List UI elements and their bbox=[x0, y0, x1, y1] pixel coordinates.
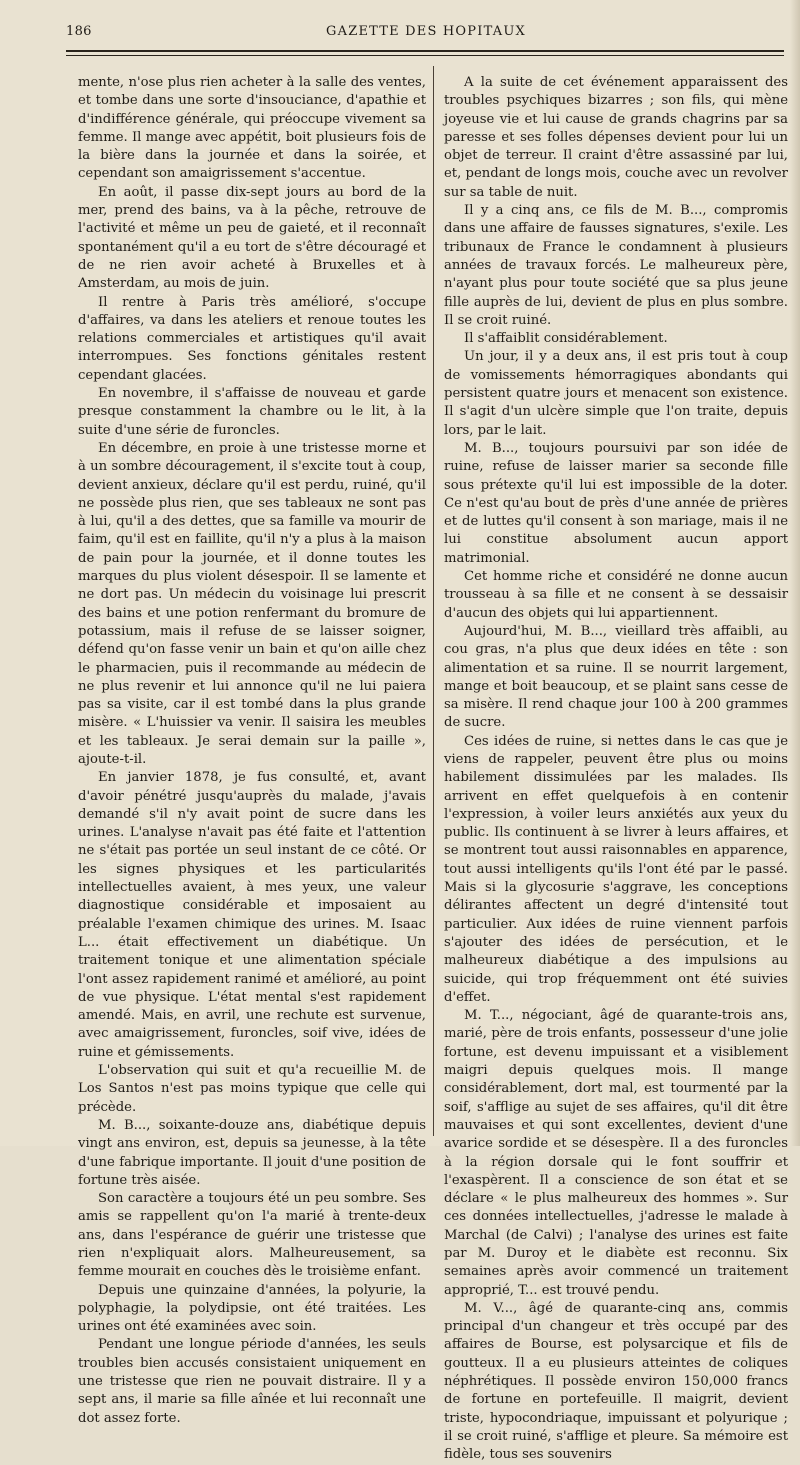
paragraph: En janvier 1878, je fus consulté, et, avant d'avoir pénétré jusqu'auprès du malade, j'avais demandé s'il n'y avait point de sucre dans les urines. L'analyse n'avait pas été faite et l'attention ne s'était pas portée un seul instant de ce côté. Or les signes physiques et les particularités intellectuelles avaient, à mes yeux, une valeur diagnostique considérable et imposaient au préalable l'examen chimique des urines. M. Isaac L... était effectivement un diabétique. Un traitement tonique et une alimentation spéciale l'ont assez rapidement ranimé et amélioré, au point de vue physique. L'état mental s'est rapidement amendé. Mais, en avril, une rechute est survenue, avec amaigrissement, furoncles, soif vive, idées de ruine et gémissements. bbox=[78, 770, 426, 1060]
paragraph: Aujourd'hui, M. B..., vieillard très affaibli, au cou gras, n'a plus que deux idées en tête : son alimentation et sa ruine. Il se nourrit largement, mange et boit beaucoup, et se plaint sans cesse de sa misère. Il rend chaque jour 100 à 200 grammes de sucre. bbox=[444, 623, 788, 731]
paragraph: A la suite de cet événement apparaissent des troubles psychiques bizarres ; son fils, qui mène joyeuse vie et lui cause de grands chagrins par sa paresse et ses folles dépenses devient pour lui un objet de terreur. Il craint d'être assassiné par lui, et, pendant de longs mois, couche avec un revolver sur sa table de nuit. bbox=[444, 75, 788, 200]
paragraph: M. T..., négociant, âgé de quarante-trois ans, marié, père de trois enfants, possesseur d'une jolie fortune, est devenu impuissant et a visiblement maigri depuis quelques mois. Il mange considérablement, dort mal, est tourmenté par la soif, s'afflige au sujet de ses affaires, qu'il dit être mauvaises et qui sont excellentes, devient d'une avarice sordide et se désespère. Il a des furoncles à la région dorsale qui le font souffrir et l'exaspèrent. Il a conscience de son état et se déclare « le plus malheureux des hommes ». Sur ces données intellectuelles, j'adresse le malade à Marchal (de Calvi) ; l'analyse des urines est faite par M. Duroy et le diabète est reconnu. Six semaines après avoir commencé un traitement approprié, T... est trouvé pendu. bbox=[444, 1008, 788, 1298]
paragraph: Un jour, il y a deux ans, il est pris tout à coup de vomissements hémorragiques abondants qui persistent quatre jours et menacent son existence. Il s'agit d'un ulcère simple que l'on traite, depuis lors, par le lait. bbox=[444, 349, 788, 438]
paragraph: L'observation qui suit et qu'a recueillie M. de Los Santos n'est pas moins typique que celle qui précède. bbox=[78, 1063, 426, 1115]
paragraph: mente, n'ose plus rien acheter à la salle des ventes, et tombe dans une sorte d'insouciance, d'apathie et d'indifférence générale, qui préoccupe vivement sa femme. Il mange avec appétit, boit plusieurs fois de la bière dans la journée et dans la soirée, et cependant son amaigrissement s'accentue. bbox=[78, 75, 426, 182]
paragraph: Il s'affaiblit considérablement. bbox=[464, 331, 668, 347]
paragraph: En décembre, en proie à une tristesse morne et à un sombre découragement, il s'excite tout à coup, devient anxieux, déclare qu'il est perdu, ruiné, qu'il ne possède plus rien, que ses tableaux ne sont pas à lui, qu'il a des dettes, que sa famille va mourir de faim, qu'il est en faillite, qu'il n'y a plus à la maison de pain pour la journée, et il donne toutes les marques du plus violent désespoir. Il se lamente et ne dort pas. Un médecin du voisinage lui prescrit des bains et une potion renfermant du bromure de potassium, mais il refuse de se laisser soigner, défend qu'on fasse venir un bain et qu'on aille chez le pharmacien, puis il recommande au médecin de ne plus revenir et lui annonce qu'il ne lui paiera pas sa visite, car il est tombé dans la plus grande misère. « L'huissier va venir. Il saisira les meubles et les tableaux. Je serai demain sur la paille », ajoute-t-il. bbox=[78, 440, 426, 767]
paragraph: Il rentre à Paris très amélioré, s'occupe d'affaires, va dans les ateliers et renoue toutes les relations commerciales et artistiques qu'il avait interrompues. Ses fonctions génitales restent cependant glacées. bbox=[78, 294, 426, 383]
paragraph: Ces idées de ruine, si nettes dans le cas que je viens de rappeler, peuvent être plus ou moins habilement dissimulées par les malades. Ils arrivent en effet quelquefois à en contenir l'expression, à voiler leurs anxiétés aux yeux du public. Ils continuent à se livrer à leurs affaires, et se montrent tout aussi raisonnables en apparence, tout aussi intelligents qu'ils l'ont été par le passé. Mais si la glycosurie s'aggrave, les conceptions délirantes affectent un degré d'intensité tout particulier. Aux idées de ruine viennent parfois s'ajouter des idées de persécution, et le malheureux diabétique a des impulsions au suicide, qui trop fréquemment ont été suivies d'effet. bbox=[444, 733, 788, 1005]
paragraph: M. B..., toujours poursuivi par son idée de ruine, refuse de laisser marier sa seconde fille sous prétexte qu'il lui est impossible de la doter. Ce n'est qu'au bout de près d'une année de prières et de luttes qu'il consent à son mariage, mais il ne lui constitue absolument aucun apport matrimonial. bbox=[444, 440, 788, 566]
paragraph: Pendant une longue période d'années, les seuls troubles bien accusés consistaient uniquement en une tristesse que rien ne pouvait distraire. Il y a sept ans, il marie sa fille aînée et lui reconnaît une dot assez forte. bbox=[78, 1337, 426, 1426]
running-title: GAZETTE DES HOPITAUX bbox=[326, 24, 526, 39]
paragraph: Son caractère a toujours été un peu sombre. Ses amis se rappellent qu'on l'a marié à trente-deux ans, dans l'espérance de guérir une tristesse que rien n'expliquait alors. Malheureusement, sa femme mourait en couches dès le troisième enfant. bbox=[78, 1191, 426, 1280]
paragraph: Depuis une quinzaine d'années, la polyurie, la polyphagie, la polydipsie, ont été traitées. Les urines ont été examinées avec soin. bbox=[78, 1282, 426, 1335]
column-divider bbox=[433, 66, 434, 1136]
page-header bbox=[66, 24, 786, 44]
paragraph: M. V..., âgé de quarante-cinq ans, commis principal d'un changeur et très occupé par des affaires de Bourse, est polysarcique et fils de goutteux. Il a eu plusieurs atteintes de coliques néphrétiques. Il possède environ 150,000 francs de fortune en portefeuille. Il maigrit, devient triste, hypocondriaque, impuissant et polyurique ; il se croit ruiné, s'afflige et pleure. Sa mémoire est fidèle, tous ses souvenirs bbox=[444, 1300, 788, 1463]
paragraph: M. B..., soixante-douze ans, diabétique depuis vingt ans environ, est, depuis sa jeunesse, à la tête d'une fabrique importante. Il jouit d'une position de fortune très aisée. bbox=[78, 1117, 426, 1188]
paragraph: En août, il passe dix-sept jours au bord de la mer, prend des bains, va à la pêche, retrouve de l'activité et même un peu de gaieté, et il reconnaît spontanément qu'il a eu tort de s'être découragé et de ne rien avoir acheté à Bruxelles et à Amsterdam, au mois de juin. bbox=[78, 184, 426, 292]
paragraph: Il y a cinq ans, ce fils de M. B..., compromis dans une affaire de fausses signatures, s'exile. Les tribunaux de France le condamnent à plusieurs années de travaux forcés. Le malheureux père, n'ayant plus pour toute société que sa plus jeune fille auprès de lui, devient de plus en plus sombre. Il se croit ruiné. bbox=[444, 203, 788, 328]
page-spine-shadow bbox=[790, 0, 800, 1146]
header-rule-thick bbox=[66, 50, 784, 52]
left-column bbox=[78, 74, 426, 1426]
page-number: 186 bbox=[66, 24, 92, 39]
right-column bbox=[444, 74, 788, 1463]
header-rule-thin bbox=[66, 55, 784, 56]
paragraph: En novembre, il s'affaisse de nouveau et garde presque constamment la chambre ou le lit, à la suite d'une série de furoncles. bbox=[78, 386, 426, 438]
paragraph: Cet homme riche et considéré ne donne aucun trousseau à sa fille et ne consent à se dessaisir d'aucun des objets qui lui appartiennent. bbox=[444, 569, 788, 621]
